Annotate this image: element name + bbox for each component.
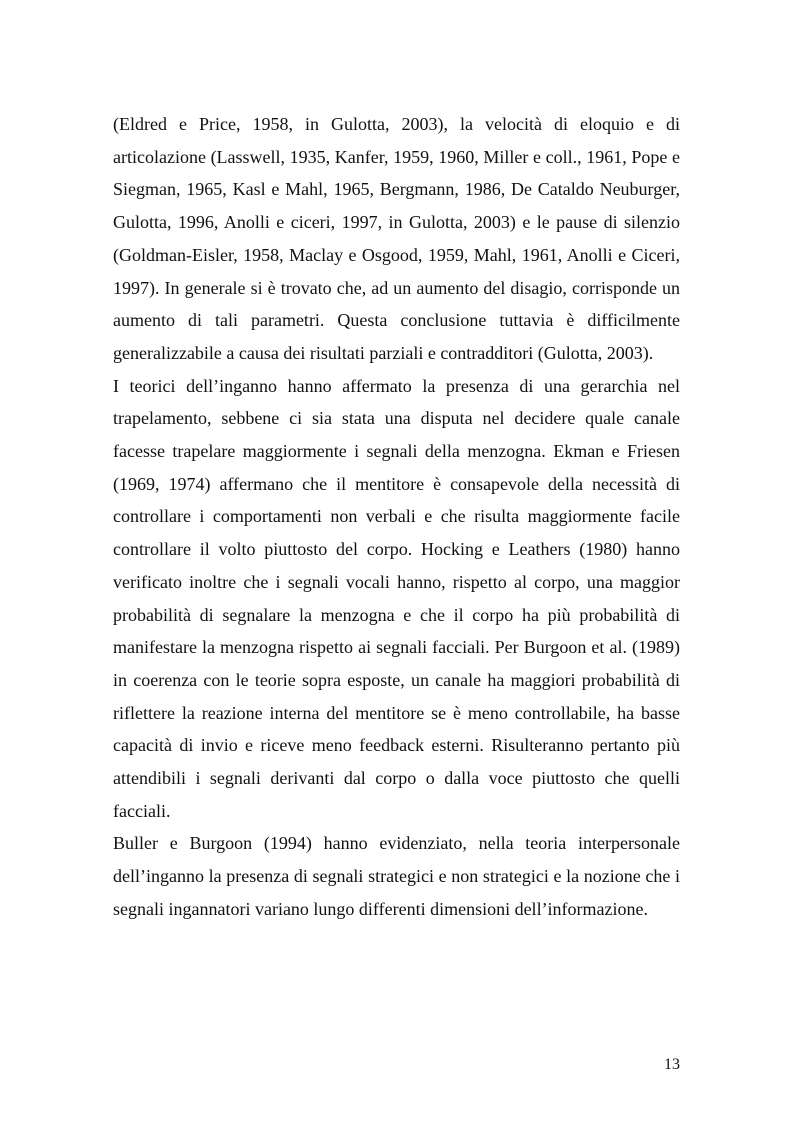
paragraph-1: (Eldred e Price, 1958, in Gulotta, 2003), la velocità di eloquio e di articolazione (Lasswell, 1935, Kanfer, 1959, 1960, Miller e coll., 1961, Pope e Siegman, 1965, Kasl e Mahl, 1965, Bergmann, 1986, De Cataldo Neuburger, Gulotta, 1996, Anolli e ciceri, 1997, in Gulotta, 2003) e le pause di silenzio (Goldman-Eisler, 1958, Maclay e Osgood, 1959, Mahl, 1961, Anolli e Ciceri, 1997). In generale si è trovato che, ad un aumento del disagio, corrisponde un aumento di tali parametri. Questa conclusione tuttavia è difficilmente generalizzabile a causa dei risultati parziali e contradditori (Gulotta, 2003). [113,114,680,363]
page-number: 13 [664,1056,680,1073]
page-body [113,108,680,926]
paragraph-2: I teorici dell’inganno hanno affermato la presenza di una gerarchia nel trapelamento, sebbene ci sia stata una disputa nel decidere quale canale facesse trapelare maggiormente i segnali della menzogna. Ekman e Friesen (1969, 1974) affermano che il mentitore è consapevole della necessità di controllare i comportamenti non verbali e che risulta maggiormente facile controllare il volto piuttosto del corpo. Hocking e Leathers (1980) hanno verificato inoltre che i segnali vocali hanno, rispetto al corpo, una maggior probabilità di segnalare la menzogna e che il corpo ha più probabilità di manifestare la menzogna rispetto ai segnali facciali. Per Burgoon et al. (1989) in coerenza con le teorie sopra esposte, un canale ha maggiori probabilità di riflettere la reazione interna del mentitore se è meno controllabile, ha basse capacità di invio e riceve meno feedback esterni. Risulteranno pertanto più attendibili i segnali derivanti dal corpo o dalla voce piuttosto che quelli facciali. [113,375,680,821]
paragraph-3: Buller e Burgoon (1994) hanno evidenziato, nella teoria interpersonale dell’inganno la presenza di segnali strategici e non strategici e la nozione che i segnali ingannatori variano lungo differenti dimensioni dell’informazione. [113,833,680,919]
